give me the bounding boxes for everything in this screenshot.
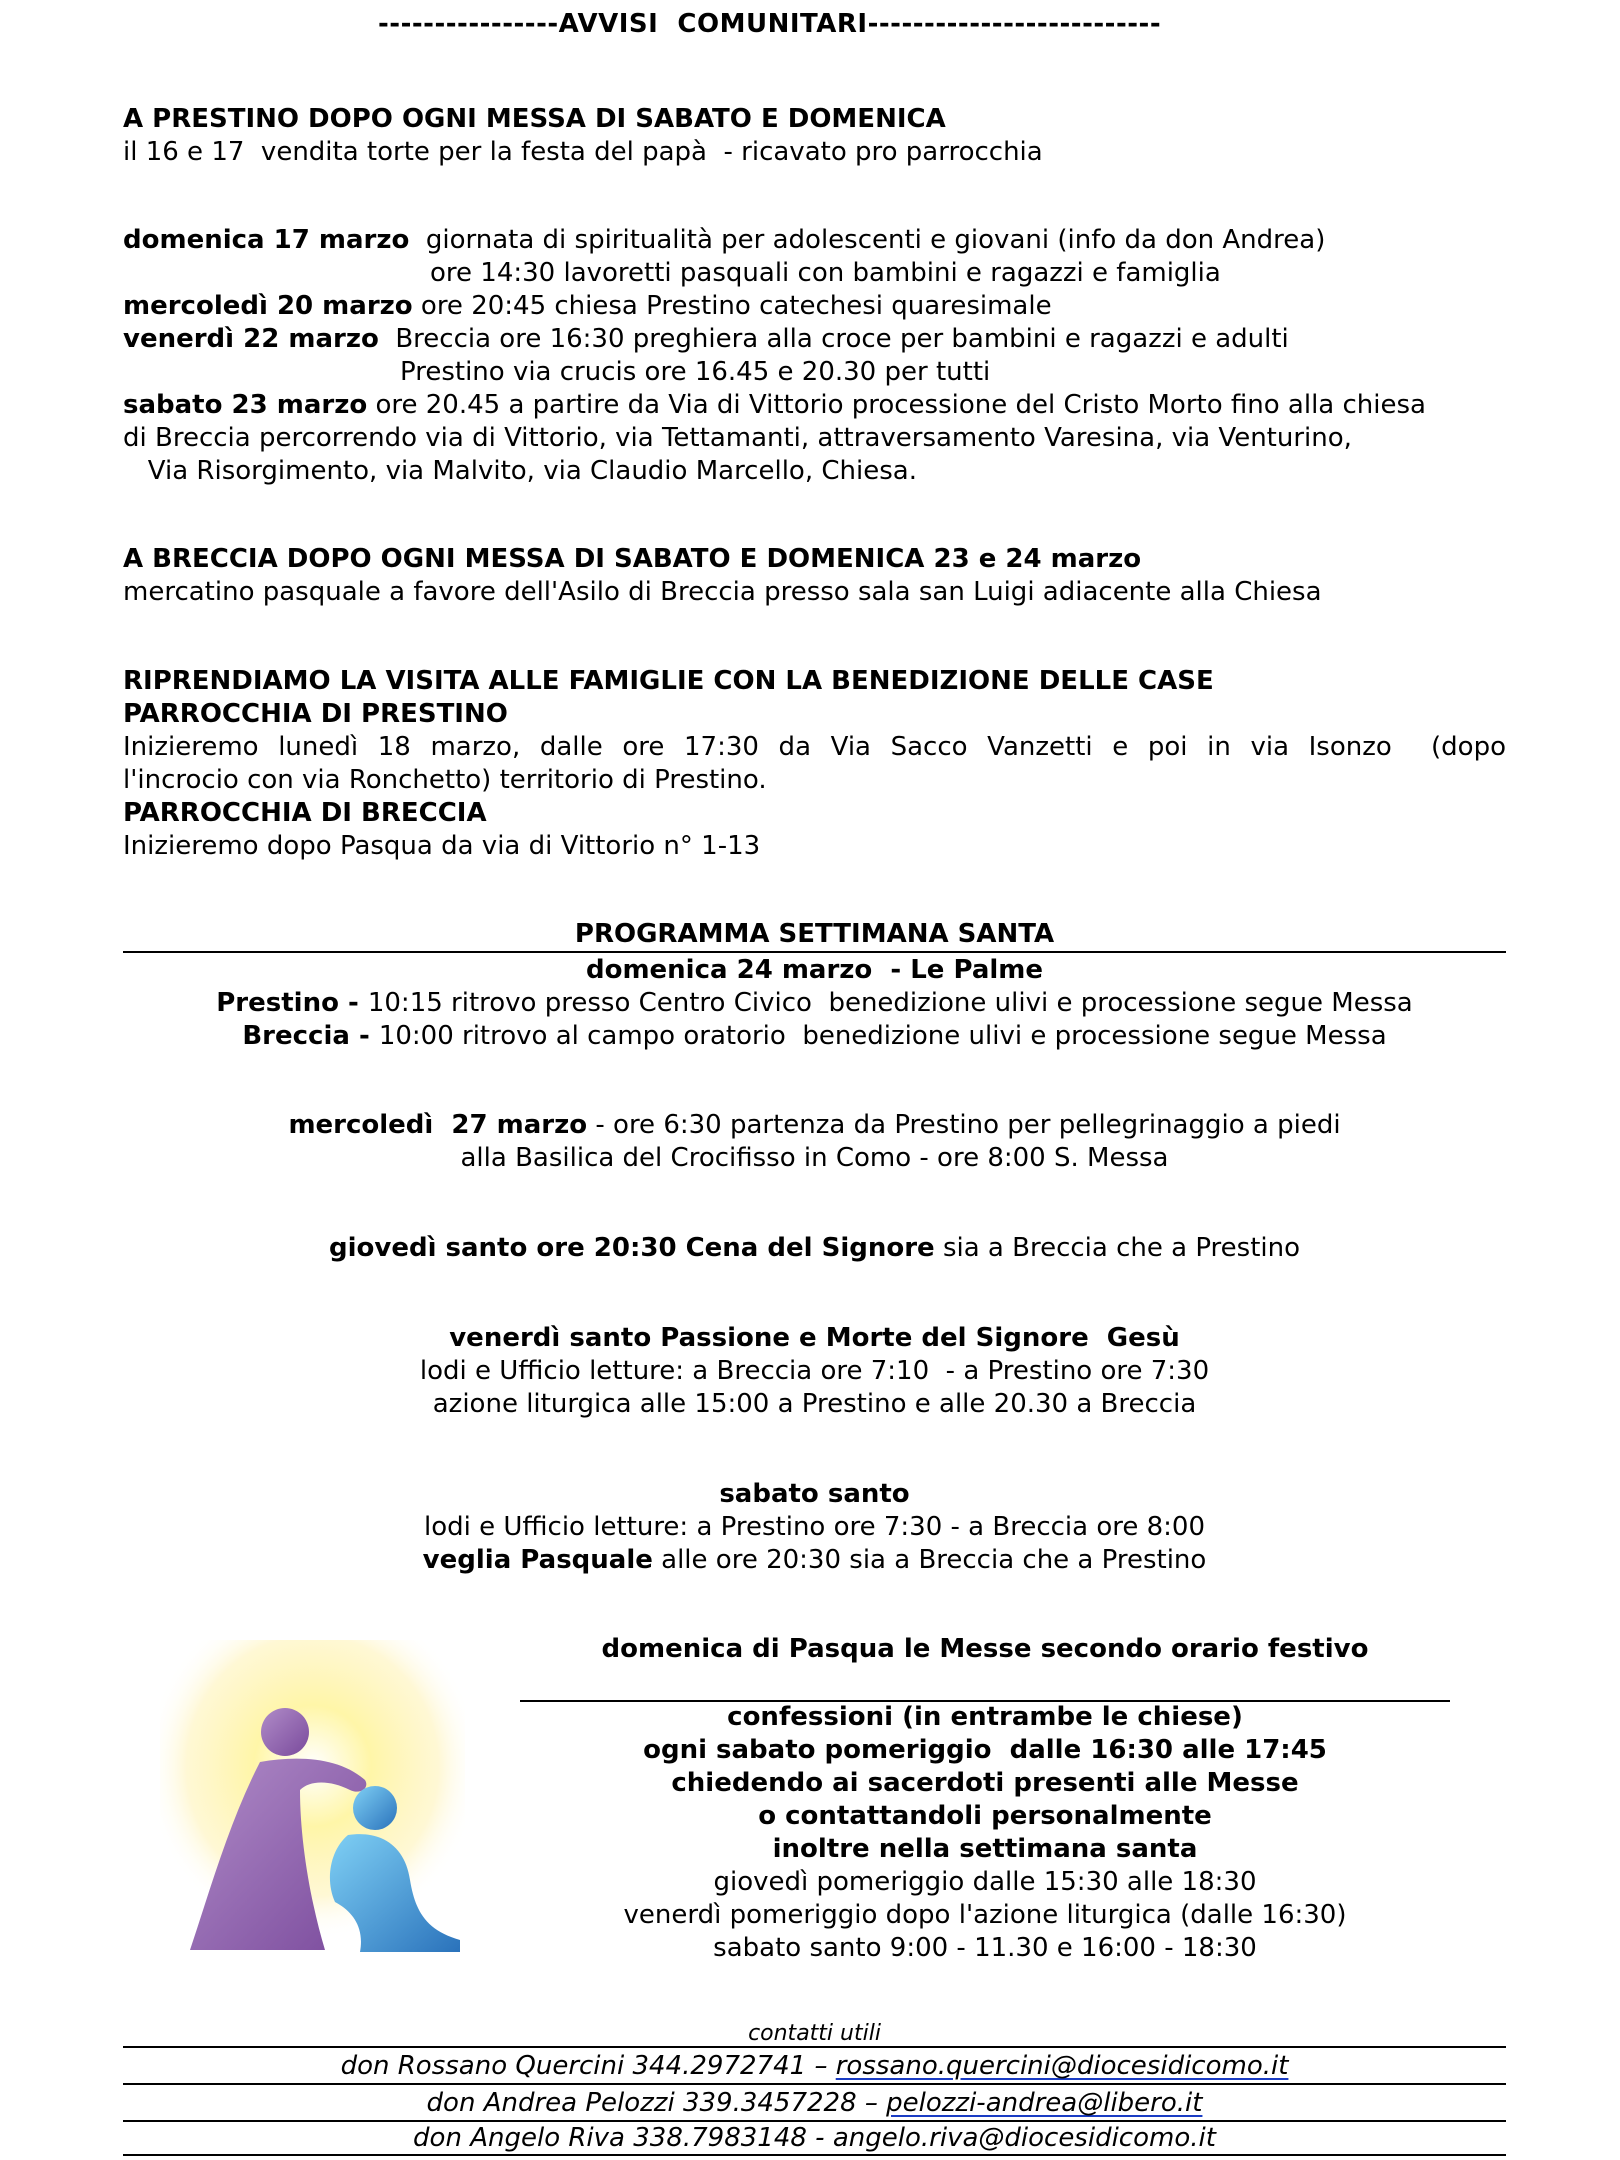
- calendar-text: giornata di spiritualità per adolescenti e giovani (info da don Andrea): [409, 225, 1326, 255]
- palm-prestino-text: 10:15 ritrovo presso Centro Civico benedizione ulivi e processione segue Messa: [367, 988, 1413, 1018]
- friday-line1: lodi e Ufficio letture: a Breccia ore 7:10 - a Prestino ore 7:30: [419, 1356, 1210, 1386]
- wednesday-line: [123, 1109, 1506, 1142]
- visits-heading: RIPRENDIAMO LA VISITA ALLE FAMIGLIE CON LA BENEDIZIONE DELLE CASE: [123, 666, 1214, 696]
- breccia-visit-text: Inizieremo dopo Pasqua da via di Vittorio n° 1-13: [123, 831, 761, 861]
- wednesday-line2: alla Basilica del Crocifisso in Como - ore 8:00 S. Messa: [460, 1143, 1169, 1173]
- contacts-rule: [123, 2046, 1506, 2048]
- calendar-item: [123, 224, 1325, 257]
- palm-breccia-label: Breccia -: [242, 1021, 379, 1051]
- breccia-market-text: mercatino pasquale a favore dell'Asilo di Breccia presso sala san Luigi adiacente alla Chiesa: [123, 577, 1322, 607]
- calendar-text: Breccia ore 16:30 preghiera alla croce per bambini e ragazzi e adulti: [378, 324, 1289, 354]
- contact-row: [123, 2122, 1506, 2155]
- confessions-line7: venerdì pomeriggio dopo l'azione liturgica (dalle 16:30): [623, 1900, 1347, 1930]
- prestino-sale-heading: A PRESTINO DOPO OGNI MESSA DI SABATO E DOMENICA: [123, 104, 946, 134]
- prestino-visit-line2: l'incrocio con via Ronchetto) territorio di Prestino.: [123, 765, 767, 795]
- contacts-label: contatti utili: [748, 2021, 881, 2046]
- prestino-visit-line1: Inizieremo lunedì 18 marzo, dalle ore 17:30 da Via Sacco Vanzetti e poi in via Isonzo (dopo: [123, 732, 1506, 762]
- calendar-day: sabato 23 marzo: [123, 390, 368, 420]
- calendar-item: ore 14:30 lavoretti pasquali con bambini e ragazzi e famiglia: [430, 258, 1221, 288]
- wednesday-text: - ore 6:30 partenza da Prestino per pellegrinaggio a piedi: [587, 1110, 1341, 1140]
- contact-row: [123, 2050, 1506, 2083]
- contact-email-link[interactable]: pelozzi-andrea@libero.it: [886, 2088, 1203, 2118]
- vigil-line: [123, 1544, 1506, 1577]
- confessions-line6: giovedì pomeriggio dalle 15:30 alle 18:30: [713, 1867, 1257, 1897]
- contact-name: don Andrea Pelozzi 339.3457228 –: [426, 2088, 887, 2118]
- contact-row: [123, 2087, 1506, 2120]
- breccia-parish-heading: PARROCCHIA DI BRECCIA: [123, 798, 487, 828]
- friday-title: venerdì santo Passione e Morte del Signore Gesù: [449, 1323, 1180, 1353]
- palm-breccia-text: 10:00 ritrovo al campo oratorio benedizione ulivi e processione segue Messa: [378, 1021, 1387, 1051]
- easter-line: domenica di Pasqua le Messe secondo orario festivo: [601, 1634, 1369, 1664]
- confessions-line3: chiedendo ai sacerdoti presenti alle Messe: [671, 1768, 1299, 1798]
- contact-email: angelo.riva@diocesidicomo.it: [832, 2123, 1216, 2153]
- blessing-figures-icon: [160, 1640, 465, 1955]
- palm-breccia-line: [123, 1020, 1506, 1053]
- contact-name: don Rossano Quercini 344.2972741 –: [340, 2051, 836, 2081]
- prestino-parish-heading: PARROCCHIA DI PRESTINO: [123, 699, 508, 729]
- palm-sunday-title: domenica 24 marzo - Le Palme: [585, 955, 1044, 985]
- vigil-text: alle ore 20:30 sia a Breccia che a Prestino: [652, 1545, 1207, 1575]
- confessions-title: confessioni (in entrambe le chiese): [727, 1702, 1243, 1732]
- contacts-rule: [123, 2083, 1506, 2085]
- calendar-day: domenica 17 marzo: [123, 225, 410, 255]
- calendar-item: [123, 323, 1289, 356]
- wednesday-label: mercoledì 27 marzo: [288, 1110, 588, 1140]
- confessions-line5: inoltre nella settimana santa: [772, 1834, 1198, 1864]
- holy-week-divider: [123, 951, 1506, 953]
- vigil-label: veglia Pasquale: [422, 1545, 653, 1575]
- prestino-sale-text: il 16 e 17 vendita torte per la festa del papà - ricavato pro parrocchia: [123, 137, 1043, 167]
- calendar-day: mercoledì 20 marzo: [123, 291, 413, 321]
- saturday-line1: lodi e Ufficio letture: a Prestino ore 7:30 - a Breccia ore 8:00: [423, 1512, 1206, 1542]
- calendar-item: Via Risorgimento, via Malvito, via Claudio Marcello, Chiesa.: [123, 456, 917, 486]
- calendar-item: di Breccia percorrendo via di Vittorio, via Tettamanti, attraversamento Varesina, via Venturino,: [123, 423, 1352, 453]
- calendar-day: venerdì 22 marzo: [123, 324, 379, 354]
- calendar-text: ore 20:45 chiesa Prestino catechesi quaresimale: [412, 291, 1052, 321]
- calendar-item: [123, 389, 1426, 422]
- confessions-line8: sabato santo 9:00 - 11.30 e 16:00 - 18:30: [713, 1933, 1257, 1963]
- calendar-item: [123, 290, 1052, 323]
- saturday-title: sabato santo: [719, 1479, 910, 1509]
- thursday-label: giovedì santo ore 20:30 Cena del Signore: [328, 1233, 935, 1263]
- breccia-market-heading: A BRECCIA DOPO OGNI MESSA DI SABATO E DOMENICA 23 e 24 marzo: [123, 544, 1142, 574]
- palm-prestino-line: [123, 987, 1506, 1020]
- confessions-line2: ogni sabato pomeriggio dalle 16:30 alle 17:45: [643, 1735, 1327, 1765]
- page-title: ----------------AVVISI COMUNITARI--------------------------: [378, 9, 1162, 39]
- calendar-item: Prestino via crucis ore 16.45 e 20.30 per tutti: [400, 357, 991, 387]
- confessions-line4: o contattandoli personalmente: [758, 1801, 1212, 1831]
- contact-email-link[interactable]: rossano.quercini@diocesidicomo.it: [835, 2051, 1289, 2081]
- friday-line2: azione liturgica alle 15:00 a Prestino e alle 20.30 a Breccia: [432, 1389, 1197, 1419]
- palm-prestino-label: Prestino -: [216, 988, 368, 1018]
- thursday-text: sia a Breccia che a Prestino: [934, 1233, 1301, 1263]
- holy-week-title: PROGRAMMA SETTIMANA SANTA: [574, 919, 1055, 949]
- thursday-line: [123, 1232, 1506, 1265]
- contacts-rule: [123, 2154, 1506, 2156]
- contact-name: don Angelo Riva 338.7983148 -: [413, 2123, 833, 2153]
- calendar-text: ore 20.45 a partire da Via di Vittorio processione del Cristo Morto fino alla chiesa: [367, 390, 1426, 420]
